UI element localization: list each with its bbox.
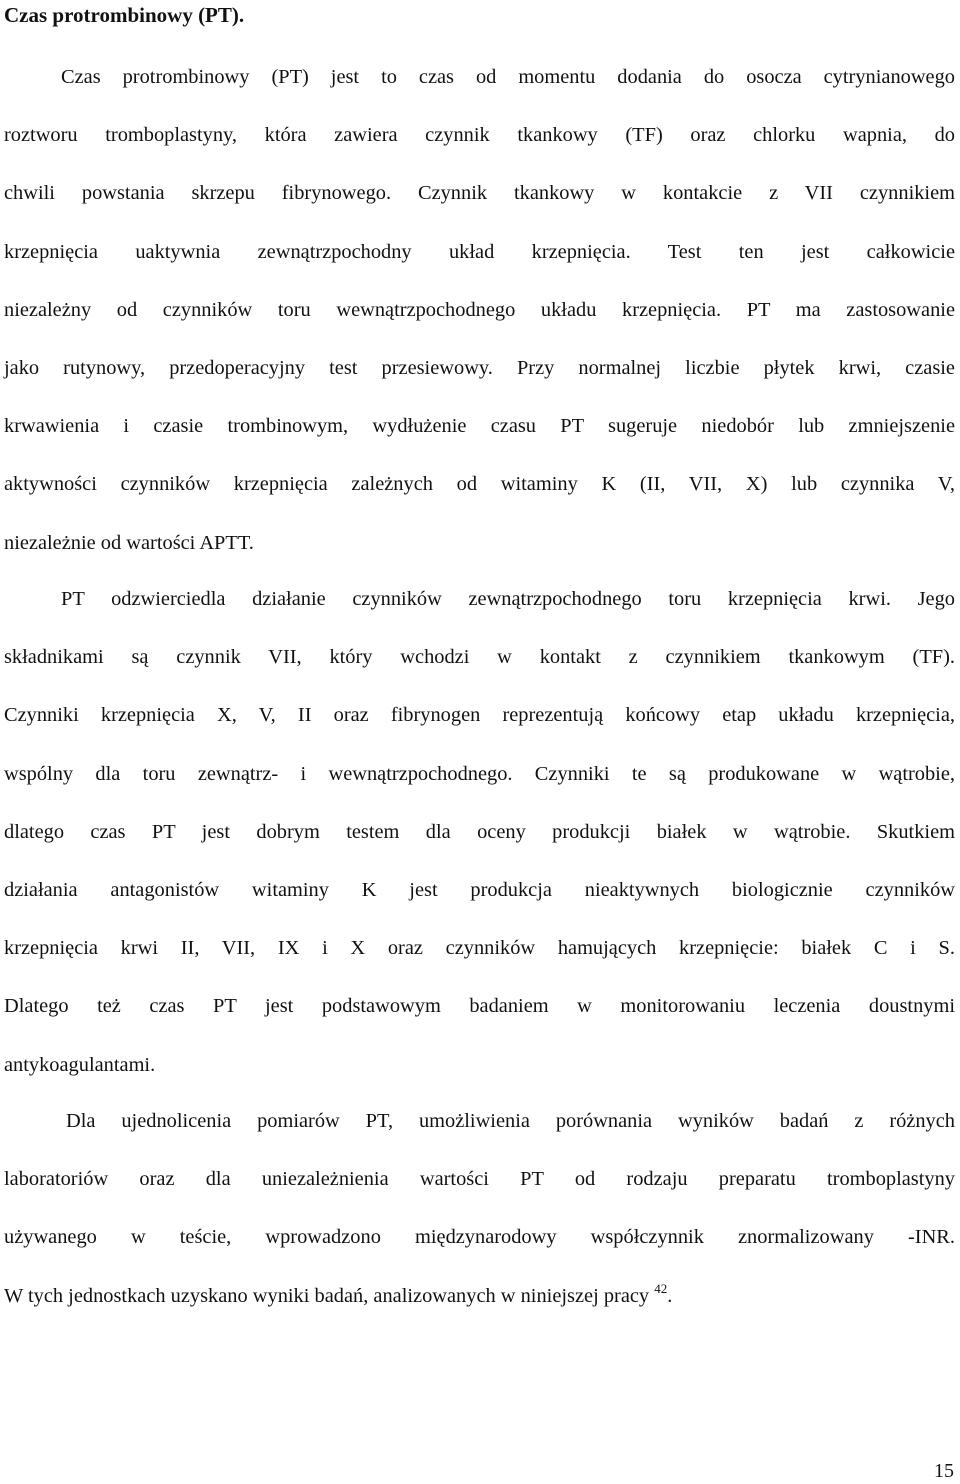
text-line: dlatego czas PT jest dobrym testem dla oceny produkcji białek w wątrobie. Skutkiem [4, 820, 955, 843]
text-line: niezależny od czynników toru wewnątrzpochodnego układu krzepnięcia. PT ma zastosowanie [4, 298, 955, 321]
text-line: Dlatego też czas PT jest podstawowym badaniem w monitorowaniu leczenia doustnymi [4, 995, 955, 1018]
text-line: antykoagulantami. [4, 1053, 156, 1076]
sentence-end: . [667, 1284, 673, 1307]
paragraph-pt-factors [4, 570, 955, 1094]
text-line: Czynniki krzepnięcia X, V, II oraz fibrynogen reprezentują końcowy etap układu krzepnięcia, [4, 704, 955, 727]
text-line: roztworu tromboplastyny, która zawiera czynnik tkankowy (TF) oraz chlorku wapnia, do [4, 124, 955, 147]
text-line: krzepnięcia krwi II, VII, IX i X oraz czynników hamujących krzepnięcie: białek C i S. [4, 937, 955, 960]
section-heading: Czas protrombinowy (PT). [4, 3, 245, 27]
text-line: aktywności czynników krzepnięcia zależnych od witaminy K (II, VII, X) lub czynnika V, [4, 473, 955, 496]
paragraph-inr [4, 1092, 955, 1325]
text-line: chwili powstania skrzepu fibrynowego. Czynnik tkankowy w kontakcie z VII czynnikiem [4, 182, 955, 205]
text-line: jako rutynowy, przedoperacyjny test przesiewowy. Przy normalnej liczbie płytek krwi, czasie [4, 356, 955, 379]
text-line-last [4, 1267, 955, 1325]
text-line: niezależnie od wartości APTT. [4, 531, 254, 554]
paragraph-pt-definition [4, 48, 955, 572]
text-line: składnikami są czynnik VII, który wchodzi w kontakt z czynnikiem tkankowym (TF). [4, 646, 955, 669]
text-line: krzepnięcia uaktywnia zewnątrzpochodny układ krzepnięcia. Test ten jest całkowicie [4, 240, 955, 263]
text-line: PT odzwierciedla działanie czynników zewnątrzpochodnego toru krzepnięcia krwi. Jego [61, 588, 955, 610]
text-line-content: W tych jednostkach uzyskano wyniki badań, analizowanych w niniejszej pracy [4, 1284, 650, 1307]
text-line: wspólny dla toru zewnątrz- i wewnątrzpochodnego. Czynniki te są produkowane w wątrobie, [4, 762, 955, 785]
text-line: Czas protrombinowy (PT) jest to czas od momentu dodania do osocza cytrynianowego [61, 66, 955, 88]
text-line: Dla ujednolicenia pomiarów PT, umożliwienia porównania wyników badań z różnych [66, 1110, 955, 1132]
text-line: laboratoriów oraz dla uniezależnienia wartości PT od rodzaju preparatu tromboplastyny [4, 1168, 955, 1191]
citation-ref: 42 [654, 1280, 668, 1296]
text-line: krwawienia i czasie trombinowym, wydłużenie czasu PT sugeruje niedobór lub zmniejszenie [4, 415, 955, 438]
text-line: używanego w teście, wprowadzono międzynarodowy współczynnik znormalizowany -INR. [4, 1226, 955, 1249]
text-line: działania antagonistów witaminy K jest produkcja nieaktywnych biologicznie czynników [4, 878, 955, 901]
page-number: 15 [934, 1460, 954, 1482]
